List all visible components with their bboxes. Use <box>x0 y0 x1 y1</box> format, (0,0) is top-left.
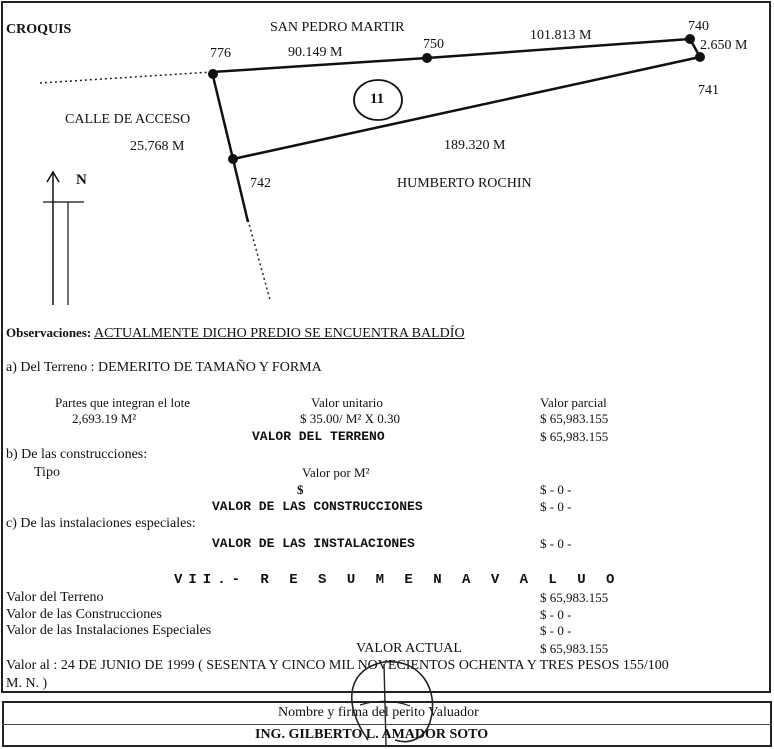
summary-actual-value: $ 65,983.155 <box>540 641 609 656</box>
croquis-title: CROQUIS <box>6 22 72 37</box>
point-741-label: 741 <box>698 83 719 98</box>
distance-776-742: 25.768 M <box>130 139 185 154</box>
lot-sketch <box>0 0 774 330</box>
observations-text: ACTUALMENTE DICHO PREDIO SE ENCUENTRA BALDÍO <box>93 326 465 341</box>
summary-land-label: Valor del Terreno <box>6 590 104 605</box>
street-bottom-label: HUMBERTO ROCHIN <box>397 176 532 191</box>
observations-label: Observaciones: <box>6 325 92 340</box>
appraiser-name: ING. GILBERTO L. AMADOR SOTO <box>255 727 489 742</box>
summary-constructions-value: $ - 0 - <box>540 607 572 622</box>
extension-line-south <box>248 220 270 300</box>
land-col-parts: Partes que integran el lote <box>55 395 191 410</box>
installations-total-label: VALOR DE LAS INSTALACIONES <box>212 536 415 551</box>
extension-line-west <box>40 72 212 83</box>
vertex-740 <box>685 34 695 44</box>
edge-776-742 <box>212 72 233 159</box>
constructions-type: Tipo <box>34 465 60 480</box>
constructions-heading: b) De las construcciones: <box>6 447 148 462</box>
land-col-partial: Valor parcial <box>540 395 607 410</box>
north-arrow-icon <box>43 172 84 305</box>
point-740-label: 740 <box>688 19 709 34</box>
point-742-label: 742 <box>250 176 271 191</box>
constructions-dollar: $ <box>297 482 304 497</box>
installations-total-value: $ - 0 - <box>540 536 572 551</box>
valuation-date-line1: Valor al : 24 DE JUNIO DE 1999 ( SESENTA Y CINCO MIL NOVECIENTOS OCHENTA Y TRES PESOS 155/100 <box>6 658 669 673</box>
land-total-value: $ 65,983.155 <box>540 429 609 444</box>
constructions-partial: $ - 0 - <box>540 482 572 497</box>
north-label: N <box>76 172 87 188</box>
land-col-unit: Valor unitario <box>311 395 383 410</box>
distance-750-740: 101.813 M <box>530 28 592 43</box>
street-top-label: SAN PEDRO MARTIR <box>270 20 405 35</box>
street-left-label: CALLE DE ACCESO <box>65 112 191 127</box>
point-750-label: 750 <box>423 37 444 52</box>
summary-constructions-label: Valor de las Construcciones <box>6 607 162 622</box>
land-heading: a) Del Terreno : DEMERITO DE TAMAÑO Y FORMA <box>6 360 322 375</box>
observations-line <box>6 325 465 342</box>
summary-title: VII.- R E S U M E N A V A L U O <box>174 572 621 588</box>
constructions-total-value: $ - 0 - <box>540 499 572 514</box>
land-partial-value: $ 65,983.155 <box>540 411 609 426</box>
summary-installations-label: Valor de las Instalaciones Especiales <box>6 623 212 638</box>
vertex-742 <box>228 154 238 164</box>
summary-installations-value: $ - 0 - <box>540 623 572 638</box>
vertex-776 <box>208 69 218 79</box>
installations-heading: c) De las instalaciones especiales: <box>6 516 196 531</box>
signature-label: Nombre y firma del perito Valuador <box>278 705 479 720</box>
land-unit-value: $ 35.00/ M² X 0.30 <box>300 411 400 426</box>
edge-742-south <box>233 159 248 222</box>
valuation-date-line2: M. N. ) <box>6 676 48 691</box>
summary-land-value: $ 65,983.155 <box>540 590 609 605</box>
distance-776-750: 90.149 M <box>288 45 343 60</box>
vertex-750 <box>422 53 432 63</box>
constructions-total-label: VALOR DE LAS CONSTRUCCIONES <box>212 499 423 514</box>
land-area: 2,693.19 M² <box>72 411 137 426</box>
signature-divider <box>2 724 772 725</box>
point-776-label: 776 <box>210 46 231 61</box>
land-total-label: VALOR DEL TERRENO <box>252 429 385 444</box>
distance-742-741: 189.320 M <box>444 138 506 153</box>
lot-number: 11 <box>370 91 385 107</box>
constructions-value-per-m2: Valor por M² <box>302 465 370 480</box>
summary-actual-label: VALOR ACTUAL <box>356 641 462 656</box>
distance-740-741: 2.650 M <box>700 38 748 53</box>
